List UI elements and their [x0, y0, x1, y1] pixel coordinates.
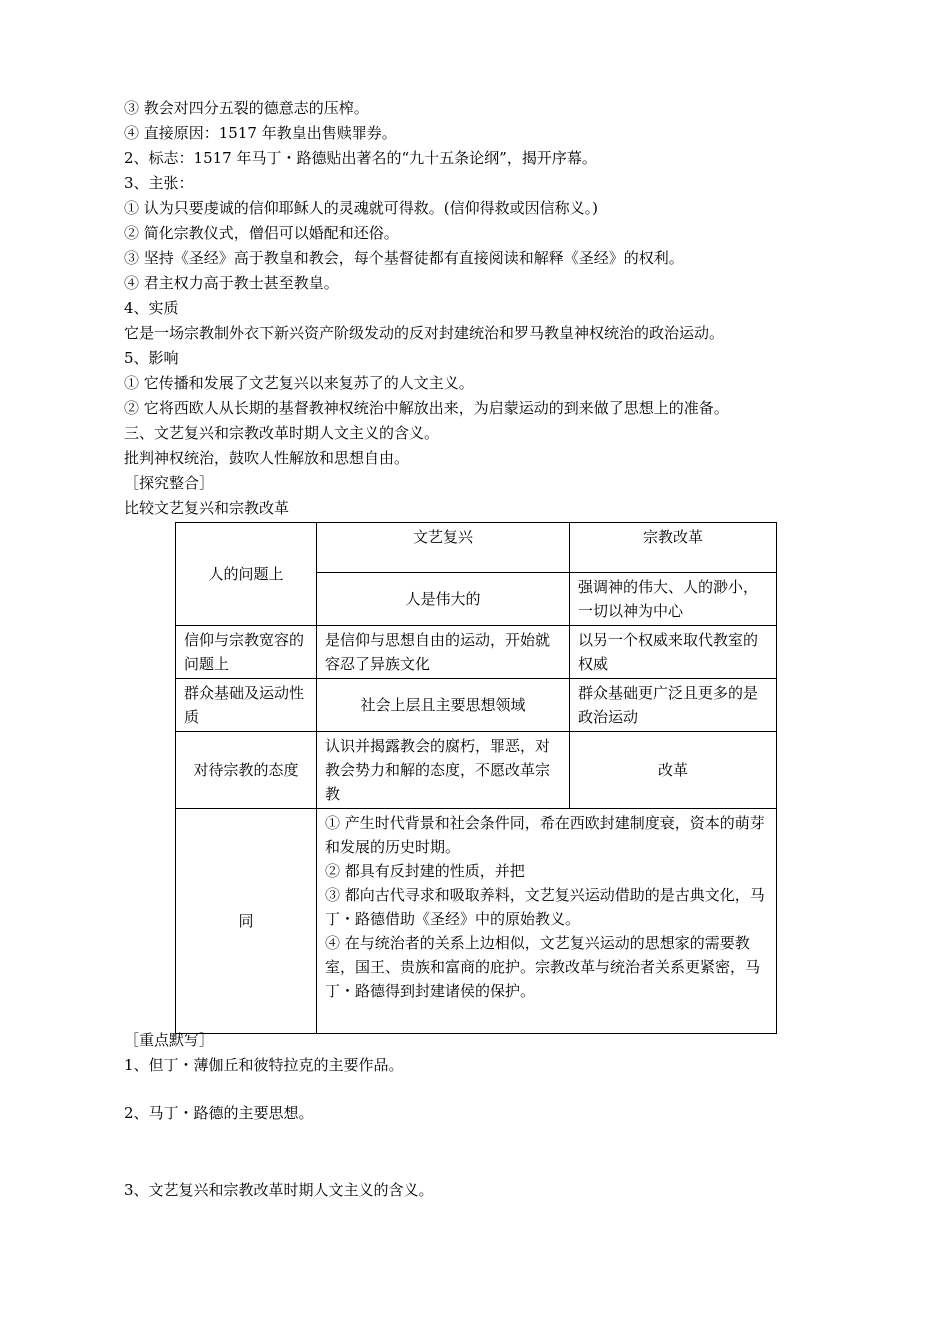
row-label-human: 人的问题上	[176, 523, 317, 626]
text-line: 比较文艺复兴和宗教改革	[124, 499, 290, 517]
text-line: ③ 坚持《圣经》高于教皇和教会，每个基督徒都有直接阅读和解释《圣经》的权利。	[124, 249, 684, 267]
comparison-table	[175, 522, 777, 1034]
cell-mass-reformation: 群众基础更广泛且更多的是政治运动	[570, 679, 777, 732]
cell-faith-renaissance: 是信仰与思想自由的运动，开始就容忍了异族文化	[317, 626, 570, 679]
cell-human-renaissance: 人是伟大的	[317, 573, 570, 626]
text-line: 3、主张：	[124, 174, 194, 192]
text-line: ② 简化宗教仪式，僧侣可以婚配和还俗。	[124, 224, 399, 242]
similarity-item: ③ 都向古代寻求和吸取养料，文艺复兴运动借助的是古典文化，马丁・路德借助《圣经》中的原始教义。	[325, 886, 765, 928]
cell-human-reformation: 强调神的伟大、人的渺小，一切以神为中心	[570, 573, 777, 626]
text-line: ① 认为只要虔诚的信仰耶稣人的灵魂就可得救。(信仰得救或因信称义。)	[124, 199, 598, 217]
text-line: 5、影响	[124, 349, 179, 367]
review-heading: ［重点默写］	[124, 1031, 215, 1049]
text-line: 2、标志：1517 年马丁・路德贴出著名的“九十五条论纲”，揭开序幕。	[124, 149, 597, 167]
text-line: ④ 直接原因：1517 年教皇出售赎罪券。	[124, 124, 397, 142]
document-body	[124, 96, 804, 521]
similarity-item: ① 产生时代背景和社会条件同，希在西欧封建制度衰，资本的萌芽和发展的历史时期。	[325, 814, 765, 856]
cell-faith-reformation: 以另一个权威来取代教室的权威	[570, 626, 777, 679]
review-question: 3、文艺复兴和宗教改革时期人文主义的含义。	[124, 1181, 434, 1199]
text-line: 4、实质	[124, 299, 179, 317]
row-label-faith: 信仰与宗教宽容的问题上	[176, 626, 317, 679]
cell-attitude-renaissance: 认识并揭露教会的腐朽，罪恶，对教会势力和解的态度，不愿改革宗教	[317, 732, 570, 809]
review-question: 1、但丁・薄伽丘和彼特拉克的主要作品。	[124, 1056, 404, 1074]
text-line: 它是一场宗教制外衣下新兴资产阶级发动的反对封建统治和罗马教皇神权统治的政治运动。	[124, 324, 725, 342]
cell-mass-renaissance: 社会上层且主要思想领域	[317, 679, 570, 732]
text-line: 批判神权统治，鼓吹人性解放和思想自由。	[124, 449, 410, 467]
review-question: 2、马丁・路德的主要思想。	[124, 1104, 314, 1122]
text-line: ① 它传播和发展了文艺复兴以来复苏了的人文主义。	[124, 374, 474, 392]
row-label-attitude: 对待宗教的态度	[176, 732, 317, 809]
cell-attitude-reformation: 改革	[570, 732, 777, 809]
text-line: 三、文艺复兴和宗教改革时期人文主义的含义。	[124, 424, 440, 442]
text-line: ③ 教会对四分五裂的德意志的压榨。	[124, 99, 369, 117]
text-line: ② 它将西欧人从长期的基督教神权统治中解放出来，为启蒙运动的到来做了思想上的准备。	[124, 399, 729, 417]
header-reformation: 宗教改革	[570, 523, 777, 573]
row-label-mass-base: 群众基础及运动性质	[176, 679, 317, 732]
cell-similarities	[317, 809, 777, 1034]
similarity-item: ② 都具有反封建的性质，并把	[325, 862, 525, 880]
row-label-similarities: 同	[176, 809, 317, 1034]
header-renaissance: 文艺复兴	[317, 523, 570, 573]
similarity-item: ④ 在与统治者的关系上边相似，文艺复兴运动的思想家的需要教室，国王、贵族和富商的庇护。宗教改革与统治者关系更紧密，马丁・路德得到封建诸侯的保护。	[325, 934, 761, 1000]
text-line: ④ 君主权力高于教士甚至教皇。	[124, 274, 339, 292]
text-line: ［探究整合］	[124, 474, 215, 492]
